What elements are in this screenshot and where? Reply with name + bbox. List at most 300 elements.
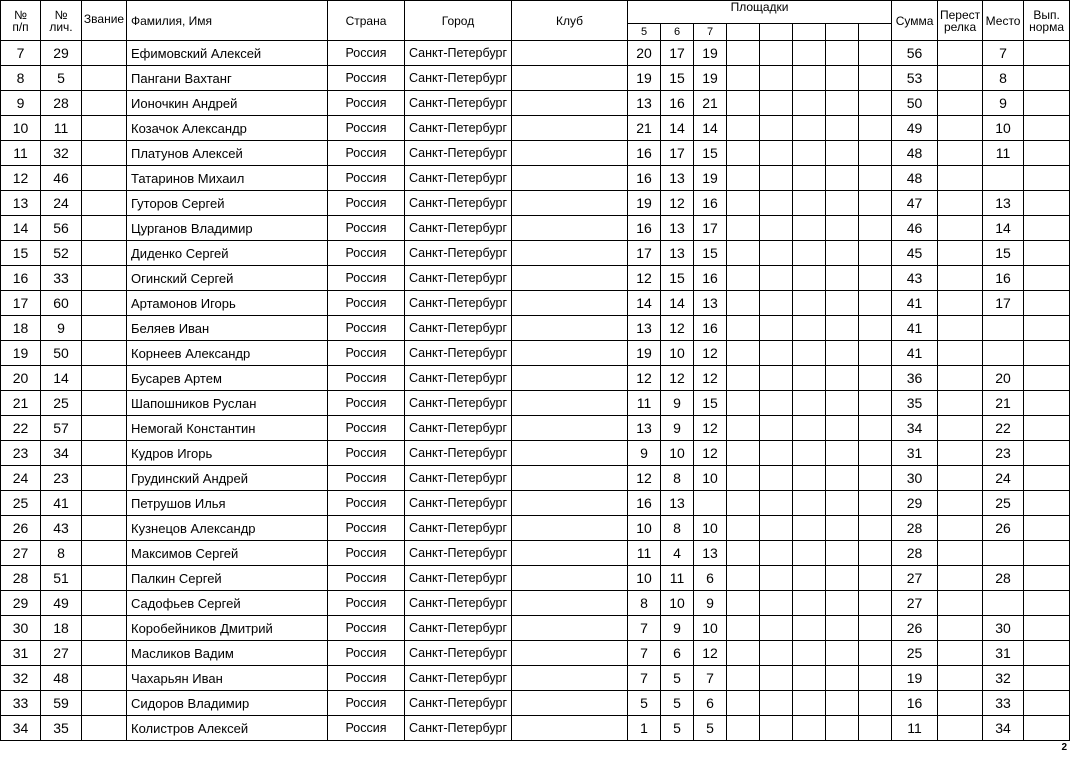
cell-score-empty xyxy=(826,691,859,716)
cell-score-empty xyxy=(727,291,760,316)
cell-lich: 46 xyxy=(41,166,82,191)
cell-score-empty xyxy=(793,191,826,216)
cell-score-6: 10 xyxy=(661,441,694,466)
cell-sum: 46 xyxy=(892,216,938,241)
cell-score-empty xyxy=(793,141,826,166)
cell-score-5: 16 xyxy=(628,166,661,191)
table-row xyxy=(1,341,1070,366)
cell-club xyxy=(512,516,628,541)
cell-score-empty xyxy=(793,366,826,391)
cell-score-empty xyxy=(859,716,892,741)
table-row xyxy=(1,241,1070,266)
cell-place: 10 xyxy=(983,116,1024,141)
table-row xyxy=(1,691,1070,716)
cell-club xyxy=(512,616,628,641)
table-row xyxy=(1,291,1070,316)
cell-zvanie xyxy=(82,291,127,316)
cell-score-empty xyxy=(793,391,826,416)
cell-score-6: 12 xyxy=(661,191,694,216)
table-row xyxy=(1,716,1070,741)
table-row xyxy=(1,116,1070,141)
cell-name: Максимов Сергей xyxy=(127,541,328,566)
cell-country: Россия xyxy=(328,266,405,291)
cell-score-6: 10 xyxy=(661,341,694,366)
cell-score-empty xyxy=(859,316,892,341)
cell-name: Чахарьян Иван xyxy=(127,666,328,691)
cell-score-7: 19 xyxy=(694,41,727,66)
cell-score-empty xyxy=(859,391,892,416)
cell-score-empty xyxy=(760,341,793,366)
table-row xyxy=(1,166,1070,191)
cell-perestrelka xyxy=(938,516,983,541)
cell-score-empty xyxy=(859,66,892,91)
cell-vyp-norma xyxy=(1024,266,1070,291)
header-zvanie: Звание xyxy=(82,1,127,41)
cell-lich: 41 xyxy=(41,491,82,516)
cell-perestrelka xyxy=(938,641,983,666)
header-p5: 5 xyxy=(628,24,661,41)
cell-zvanie xyxy=(82,716,127,741)
cell-score-empty xyxy=(826,141,859,166)
cell-np: 29 xyxy=(1,591,41,616)
cell-country: Россия xyxy=(328,466,405,491)
cell-vyp-norma xyxy=(1024,641,1070,666)
cell-np: 17 xyxy=(1,291,41,316)
cell-score-5: 16 xyxy=(628,141,661,166)
cell-score-6: 10 xyxy=(661,591,694,616)
cell-perestrelka xyxy=(938,216,983,241)
cell-score-empty xyxy=(760,441,793,466)
cell-score-5: 7 xyxy=(628,666,661,691)
cell-score-empty xyxy=(760,616,793,641)
cell-perestrelka xyxy=(938,666,983,691)
cell-place: 24 xyxy=(983,466,1024,491)
table-row xyxy=(1,216,1070,241)
cell-score-empty xyxy=(727,416,760,441)
cell-zvanie xyxy=(82,466,127,491)
cell-zvanie xyxy=(82,641,127,666)
cell-club xyxy=(512,116,628,141)
cell-country: Россия xyxy=(328,541,405,566)
cell-vyp-norma xyxy=(1024,666,1070,691)
cell-score-empty xyxy=(760,466,793,491)
cell-score-6: 12 xyxy=(661,316,694,341)
cell-score-empty xyxy=(859,141,892,166)
cell-lich: 18 xyxy=(41,616,82,641)
cell-zvanie xyxy=(82,391,127,416)
table-row xyxy=(1,541,1070,566)
cell-city: Санкт-Петербург xyxy=(405,516,512,541)
cell-zvanie xyxy=(82,91,127,116)
cell-score-empty xyxy=(727,566,760,591)
cell-country: Россия xyxy=(328,691,405,716)
table-row xyxy=(1,491,1070,516)
cell-sum: 49 xyxy=(892,116,938,141)
cell-score-7: 21 xyxy=(694,91,727,116)
cell-score-empty xyxy=(826,91,859,116)
cell-score-6: 6 xyxy=(661,641,694,666)
cell-zvanie xyxy=(82,691,127,716)
cell-city: Санкт-Петербург xyxy=(405,716,512,741)
cell-vyp-norma xyxy=(1024,116,1070,141)
cell-score-empty xyxy=(793,416,826,441)
cell-name: Цурганов Владимир xyxy=(127,216,328,241)
cell-score-empty xyxy=(793,516,826,541)
header-summa: Сумма xyxy=(892,1,938,41)
cell-place: 26 xyxy=(983,516,1024,541)
cell-country: Россия xyxy=(328,316,405,341)
cell-perestrelka xyxy=(938,266,983,291)
cell-score-empty xyxy=(793,116,826,141)
cell-score-empty xyxy=(826,716,859,741)
cell-perestrelka xyxy=(938,141,983,166)
cell-country: Россия xyxy=(328,391,405,416)
cell-perestrelka xyxy=(938,716,983,741)
cell-place: 25 xyxy=(983,491,1024,516)
cell-score-6: 13 xyxy=(661,241,694,266)
cell-club xyxy=(512,441,628,466)
cell-city: Санкт-Петербург xyxy=(405,591,512,616)
cell-sum: 27 xyxy=(892,566,938,591)
cell-city: Санкт-Петербург xyxy=(405,491,512,516)
cell-score-empty xyxy=(826,266,859,291)
cell-score-empty xyxy=(859,241,892,266)
cell-zvanie xyxy=(82,191,127,216)
cell-vyp-norma xyxy=(1024,166,1070,191)
cell-sum: 29 xyxy=(892,491,938,516)
cell-score-5: 12 xyxy=(628,266,661,291)
cell-score-empty xyxy=(727,616,760,641)
cell-perestrelka xyxy=(938,116,983,141)
cell-club xyxy=(512,91,628,116)
cell-score-empty xyxy=(727,341,760,366)
cell-np: 14 xyxy=(1,216,41,241)
cell-zvanie xyxy=(82,491,127,516)
cell-place: 22 xyxy=(983,416,1024,441)
cell-score-7: 17 xyxy=(694,216,727,241)
cell-lich: 23 xyxy=(41,466,82,491)
cell-name: Беляев Иван xyxy=(127,316,328,341)
cell-lich: 33 xyxy=(41,266,82,291)
cell-sum: 11 xyxy=(892,716,938,741)
cell-place xyxy=(983,316,1024,341)
cell-score-5: 19 xyxy=(628,191,661,216)
cell-city: Санкт-Петербург xyxy=(405,241,512,266)
cell-np: 7 xyxy=(1,41,41,66)
cell-country: Россия xyxy=(328,66,405,91)
cell-score-empty xyxy=(826,491,859,516)
cell-place: 16 xyxy=(983,266,1024,291)
cell-np: 10 xyxy=(1,116,41,141)
table-row xyxy=(1,516,1070,541)
cell-score-6: 4 xyxy=(661,541,694,566)
cell-score-empty xyxy=(826,666,859,691)
cell-score-empty xyxy=(793,216,826,241)
cell-np: 28 xyxy=(1,566,41,591)
cell-vyp-norma xyxy=(1024,291,1070,316)
cell-place: 13 xyxy=(983,191,1024,216)
cell-lich: 52 xyxy=(41,241,82,266)
header-p-empty xyxy=(760,24,793,41)
results-body xyxy=(1,41,1070,741)
cell-zvanie xyxy=(82,566,127,591)
cell-zvanie xyxy=(82,516,127,541)
cell-vyp-norma xyxy=(1024,691,1070,716)
cell-score-empty xyxy=(826,41,859,66)
cell-np: 15 xyxy=(1,241,41,266)
table-row xyxy=(1,566,1070,591)
cell-name: Кудров Игорь xyxy=(127,441,328,466)
cell-perestrelka xyxy=(938,466,983,491)
cell-np: 25 xyxy=(1,491,41,516)
header-p-empty xyxy=(793,24,826,41)
table-row xyxy=(1,366,1070,391)
cell-lich: 59 xyxy=(41,691,82,716)
cell-name: Масликов Вадим xyxy=(127,641,328,666)
cell-club xyxy=(512,466,628,491)
cell-np: 9 xyxy=(1,91,41,116)
cell-np: 32 xyxy=(1,666,41,691)
cell-perestrelka xyxy=(938,616,983,641)
cell-lich: 32 xyxy=(41,141,82,166)
cell-vyp-norma xyxy=(1024,66,1070,91)
cell-club xyxy=(512,316,628,341)
cell-score-7: 16 xyxy=(694,191,727,216)
cell-perestrelka xyxy=(938,691,983,716)
header-perestrelka: Перест релка xyxy=(938,1,983,41)
cell-city: Санкт-Петербург xyxy=(405,416,512,441)
cell-score-empty xyxy=(793,341,826,366)
cell-score-empty xyxy=(793,641,826,666)
cell-score-empty xyxy=(859,666,892,691)
cell-vyp-norma xyxy=(1024,566,1070,591)
cell-zvanie xyxy=(82,541,127,566)
cell-city: Санкт-Петербург xyxy=(405,316,512,341)
header-gorod: Город xyxy=(405,1,512,41)
cell-lich: 14 xyxy=(41,366,82,391)
cell-score-empty xyxy=(760,491,793,516)
cell-score-7: 6 xyxy=(694,691,727,716)
cell-place: 23 xyxy=(983,441,1024,466)
cell-score-5: 10 xyxy=(628,516,661,541)
cell-zvanie xyxy=(82,216,127,241)
cell-name: Ионочкин Андрей xyxy=(127,91,328,116)
cell-country: Россия xyxy=(328,516,405,541)
cell-lich: 60 xyxy=(41,291,82,316)
cell-score-5: 12 xyxy=(628,366,661,391)
cell-score-7: 16 xyxy=(694,316,727,341)
cell-lich: 50 xyxy=(41,341,82,366)
cell-np: 27 xyxy=(1,541,41,566)
cell-country: Россия xyxy=(328,291,405,316)
cell-score-7: 15 xyxy=(694,141,727,166)
cell-lich: 8 xyxy=(41,541,82,566)
cell-score-6: 5 xyxy=(661,666,694,691)
cell-score-empty xyxy=(859,266,892,291)
table-row xyxy=(1,666,1070,691)
cell-vyp-norma xyxy=(1024,441,1070,466)
cell-sum: 48 xyxy=(892,166,938,191)
cell-club xyxy=(512,391,628,416)
cell-perestrelka xyxy=(938,541,983,566)
cell-score-empty xyxy=(859,366,892,391)
cell-score-5: 14 xyxy=(628,291,661,316)
cell-score-empty xyxy=(859,566,892,591)
cell-perestrelka xyxy=(938,166,983,191)
cell-score-empty xyxy=(760,666,793,691)
cell-country: Россия xyxy=(328,191,405,216)
cell-np: 11 xyxy=(1,141,41,166)
cell-country: Россия xyxy=(328,216,405,241)
cell-zvanie xyxy=(82,116,127,141)
cell-name: Артамонов Игорь xyxy=(127,291,328,316)
cell-score-empty xyxy=(859,291,892,316)
cell-sum: 53 xyxy=(892,66,938,91)
cell-club xyxy=(512,641,628,666)
cell-city: Санкт-Петербург xyxy=(405,666,512,691)
cell-score-6: 9 xyxy=(661,391,694,416)
cell-name: Корнеев Александр xyxy=(127,341,328,366)
cell-score-empty xyxy=(760,716,793,741)
cell-score-empty xyxy=(760,391,793,416)
cell-score-empty xyxy=(727,441,760,466)
cell-lich: 57 xyxy=(41,416,82,441)
cell-score-6: 16 xyxy=(661,91,694,116)
cell-place xyxy=(983,166,1024,191)
cell-score-empty xyxy=(826,191,859,216)
cell-name: Диденко Сергей xyxy=(127,241,328,266)
cell-score-6: 13 xyxy=(661,216,694,241)
cell-score-empty xyxy=(760,216,793,241)
cell-score-empty xyxy=(760,41,793,66)
cell-sum: 19 xyxy=(892,666,938,691)
cell-city: Санкт-Петербург xyxy=(405,466,512,491)
cell-score-6: 14 xyxy=(661,291,694,316)
table-row xyxy=(1,191,1070,216)
cell-zvanie xyxy=(82,366,127,391)
table-row xyxy=(1,441,1070,466)
cell-club xyxy=(512,566,628,591)
cell-place: 14 xyxy=(983,216,1024,241)
cell-np: 23 xyxy=(1,441,41,466)
cell-perestrelka xyxy=(938,291,983,316)
cell-sum: 41 xyxy=(892,316,938,341)
table-row xyxy=(1,91,1070,116)
cell-score-empty xyxy=(859,466,892,491)
cell-score-empty xyxy=(859,116,892,141)
cell-score-empty xyxy=(826,641,859,666)
cell-score-7: 13 xyxy=(694,291,727,316)
cell-score-6: 11 xyxy=(661,566,694,591)
cell-score-6: 13 xyxy=(661,491,694,516)
cell-city: Санкт-Петербург xyxy=(405,641,512,666)
cell-score-empty xyxy=(826,541,859,566)
cell-city: Санкт-Петербург xyxy=(405,141,512,166)
cell-country: Россия xyxy=(328,366,405,391)
header-ploshadki: Площадки xyxy=(628,1,892,24)
cell-place xyxy=(983,341,1024,366)
cell-sum: 25 xyxy=(892,641,938,666)
cell-city: Санкт-Петербург xyxy=(405,66,512,91)
cell-place: 11 xyxy=(983,141,1024,166)
cell-score-5: 1 xyxy=(628,716,661,741)
cell-score-5: 11 xyxy=(628,541,661,566)
cell-score-empty xyxy=(859,691,892,716)
cell-zvanie xyxy=(82,66,127,91)
cell-place: 21 xyxy=(983,391,1024,416)
table-row xyxy=(1,266,1070,291)
cell-score-empty xyxy=(727,691,760,716)
cell-place: 30 xyxy=(983,616,1024,641)
cell-score-5: 7 xyxy=(628,641,661,666)
header-np: № п/п xyxy=(1,1,41,41)
cell-np: 16 xyxy=(1,266,41,291)
cell-score-empty xyxy=(859,416,892,441)
cell-np: 30 xyxy=(1,616,41,641)
cell-score-empty xyxy=(859,541,892,566)
table-row xyxy=(1,616,1070,641)
cell-lich: 28 xyxy=(41,91,82,116)
cell-score-empty xyxy=(793,491,826,516)
cell-city: Санкт-Петербург xyxy=(405,191,512,216)
cell-name: Кузнецов Александр xyxy=(127,516,328,541)
cell-club xyxy=(512,191,628,216)
cell-np: 13 xyxy=(1,191,41,216)
cell-score-empty xyxy=(760,641,793,666)
cell-lich: 35 xyxy=(41,716,82,741)
cell-name: Шапошников Руслан xyxy=(127,391,328,416)
cell-score-empty xyxy=(826,416,859,441)
cell-score-empty xyxy=(760,591,793,616)
cell-name: Бусарев Артем xyxy=(127,366,328,391)
cell-lich: 24 xyxy=(41,191,82,216)
cell-score-7: 10 xyxy=(694,616,727,641)
cell-city: Санкт-Петербург xyxy=(405,566,512,591)
cell-perestrelka xyxy=(938,566,983,591)
cell-score-empty xyxy=(727,266,760,291)
cell-np: 20 xyxy=(1,366,41,391)
cell-score-6: 12 xyxy=(661,366,694,391)
cell-score-5: 19 xyxy=(628,66,661,91)
cell-score-empty xyxy=(760,291,793,316)
cell-np: 19 xyxy=(1,341,41,366)
cell-score-7: 6 xyxy=(694,566,727,591)
cell-score-empty xyxy=(793,91,826,116)
cell-country: Россия xyxy=(328,416,405,441)
cell-score-empty xyxy=(760,516,793,541)
cell-score-empty xyxy=(727,516,760,541)
cell-score-empty xyxy=(760,91,793,116)
cell-sum: 16 xyxy=(892,691,938,716)
cell-np: 12 xyxy=(1,166,41,191)
cell-club xyxy=(512,591,628,616)
cell-lich: 49 xyxy=(41,591,82,616)
cell-perestrelka xyxy=(938,41,983,66)
cell-club xyxy=(512,241,628,266)
cell-score-empty xyxy=(859,441,892,466)
cell-club xyxy=(512,291,628,316)
cell-score-empty xyxy=(760,266,793,291)
cell-np: 34 xyxy=(1,716,41,741)
cell-country: Россия xyxy=(328,166,405,191)
cell-score-empty xyxy=(727,391,760,416)
cell-score-empty xyxy=(727,641,760,666)
cell-lich: 43 xyxy=(41,516,82,541)
cell-score-empty xyxy=(760,66,793,91)
cell-city: Санкт-Петербург xyxy=(405,341,512,366)
cell-place: 17 xyxy=(983,291,1024,316)
cell-score-empty xyxy=(727,466,760,491)
